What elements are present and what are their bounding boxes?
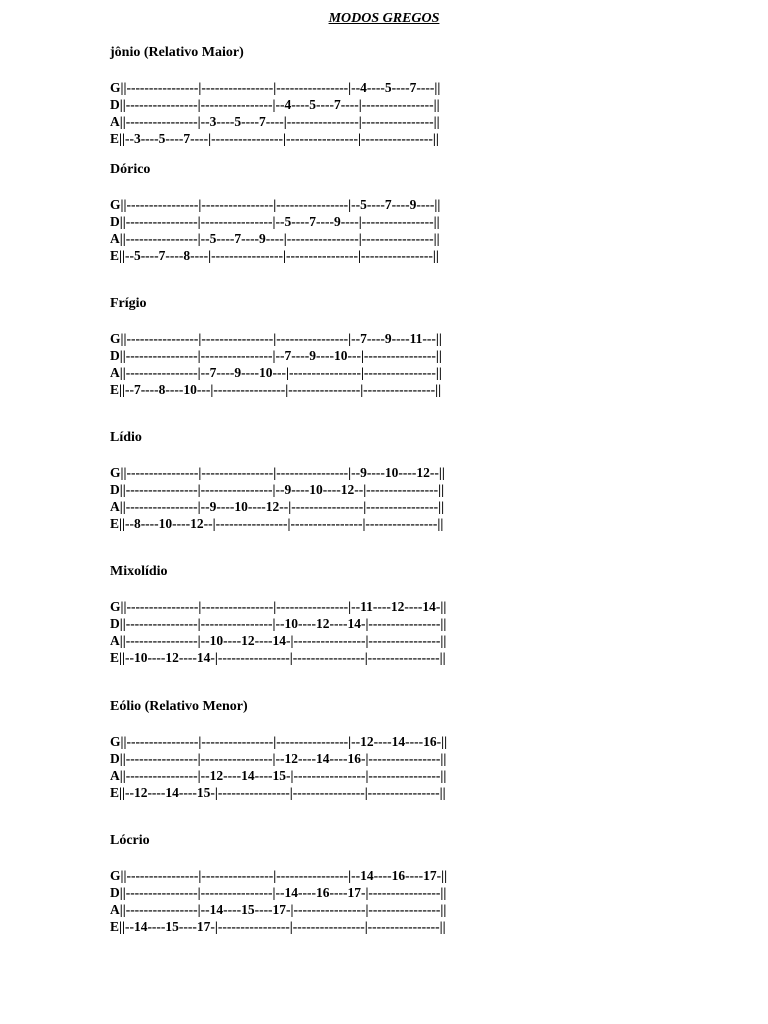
tab-line-e: E||--5----7----8----|----------------|----------------|----------------|| — [110, 248, 439, 263]
tablature — [110, 867, 710, 935]
tab-line-d: D||----------------|----------------|--14----16----17-|----------------|| — [110, 885, 447, 900]
mode-heading: Mixolídio — [110, 564, 168, 579]
tab-line-a: A||----------------|--10----12----14-|----------------|----------------|| — [110, 633, 447, 648]
tab-line-a: A||----------------|--3----5----7----|----------------|----------------|| — [110, 114, 440, 129]
tab-line-e: E||--14----15----17-|----------------|----------------|----------------|| — [110, 919, 446, 934]
tab-line-e: E||--10----12----14-|----------------|----------------|----------------|| — [110, 650, 446, 665]
tablature — [110, 464, 710, 532]
tab-line-e: E||--7----8----10---|----------------|----------------|----------------|| — [110, 382, 442, 397]
tab-line-a: A||----------------|--14----15----17-|----------------|----------------|| — [110, 902, 447, 917]
tablature — [110, 330, 710, 398]
tab-line-a: A||----------------|--12----14----15-|----------------|----------------|| — [110, 768, 447, 783]
mode-section-jonio — [110, 44, 710, 147]
tab-line-e: E||--8----10----12--|----------------|----------------|----------------|| — [110, 516, 444, 531]
tab-line-a: A||----------------|--7----9----10---|----------------|----------------|| — [110, 365, 442, 380]
tab-line-d: D||----------------|----------------|--9----10----12--|----------------|| — [110, 482, 445, 497]
mode-heading: Dórico — [110, 162, 151, 177]
tab-line-g: G||----------------|----------------|----------------|--12----14----16-|| — [110, 734, 448, 749]
tab-line-a: A||----------------|--5----7----9----|----------------|----------------|| — [110, 231, 440, 246]
mode-section-dorico — [110, 161, 710, 264]
mode-heading: Lócrio — [110, 833, 150, 848]
mode-section-frigio — [110, 295, 710, 398]
mode-section-mixolidio — [110, 563, 710, 666]
tablature — [110, 733, 710, 801]
tab-line-g: G||----------------|----------------|----------------|--7----9----11---|| — [110, 331, 442, 346]
mode-heading: Frígio — [110, 296, 147, 311]
mode-heading: jônio (Relativo Maior) — [110, 45, 244, 60]
tab-line-d: D||----------------|----------------|--4----5----7----|----------------|| — [110, 97, 440, 112]
tab-line-d: D||----------------|----------------|--7----9----10---|----------------|| — [110, 348, 442, 363]
tab-line-e: E||--3----5----7----|----------------|----------------|----------------|| — [110, 131, 439, 146]
tab-line-d: D||----------------|----------------|--10----12----14-|----------------|| — [110, 616, 447, 631]
tab-line-g: G||----------------|----------------|----------------|--5----7----9----|| — [110, 197, 441, 212]
mode-section-eolio — [110, 698, 710, 801]
tablature — [110, 598, 710, 666]
tab-line-d: D||----------------|----------------|--5----7----9----|----------------|| — [110, 214, 440, 229]
mode-heading: Lídio — [110, 430, 142, 445]
tablature — [110, 196, 710, 264]
document-title: MODOS GREGOS — [328, 11, 440, 26]
mode-section-lidio — [110, 429, 710, 532]
tab-line-e: E||--12----14----15-|----------------|----------------|----------------|| — [110, 785, 446, 800]
tablature — [110, 79, 710, 147]
mode-heading: Eólio (Relativo Menor) — [110, 699, 248, 714]
mode-section-locrio — [110, 832, 710, 935]
tab-line-g: G||----------------|----------------|----------------|--14----16----17-|| — [110, 868, 448, 883]
tab-line-g: G||----------------|----------------|----------------|--11----12----14-|| — [110, 599, 447, 614]
tab-line-g: G||----------------|----------------|----------------|--4----5----7----|| — [110, 80, 441, 95]
tab-line-d: D||----------------|----------------|--12----14----16-|----------------|| — [110, 751, 447, 766]
tab-line-g: G||----------------|----------------|----------------|--9----10----12--|| — [110, 465, 445, 480]
tab-line-a: A||----------------|--9----10----12--|----------------|----------------|| — [110, 499, 445, 514]
